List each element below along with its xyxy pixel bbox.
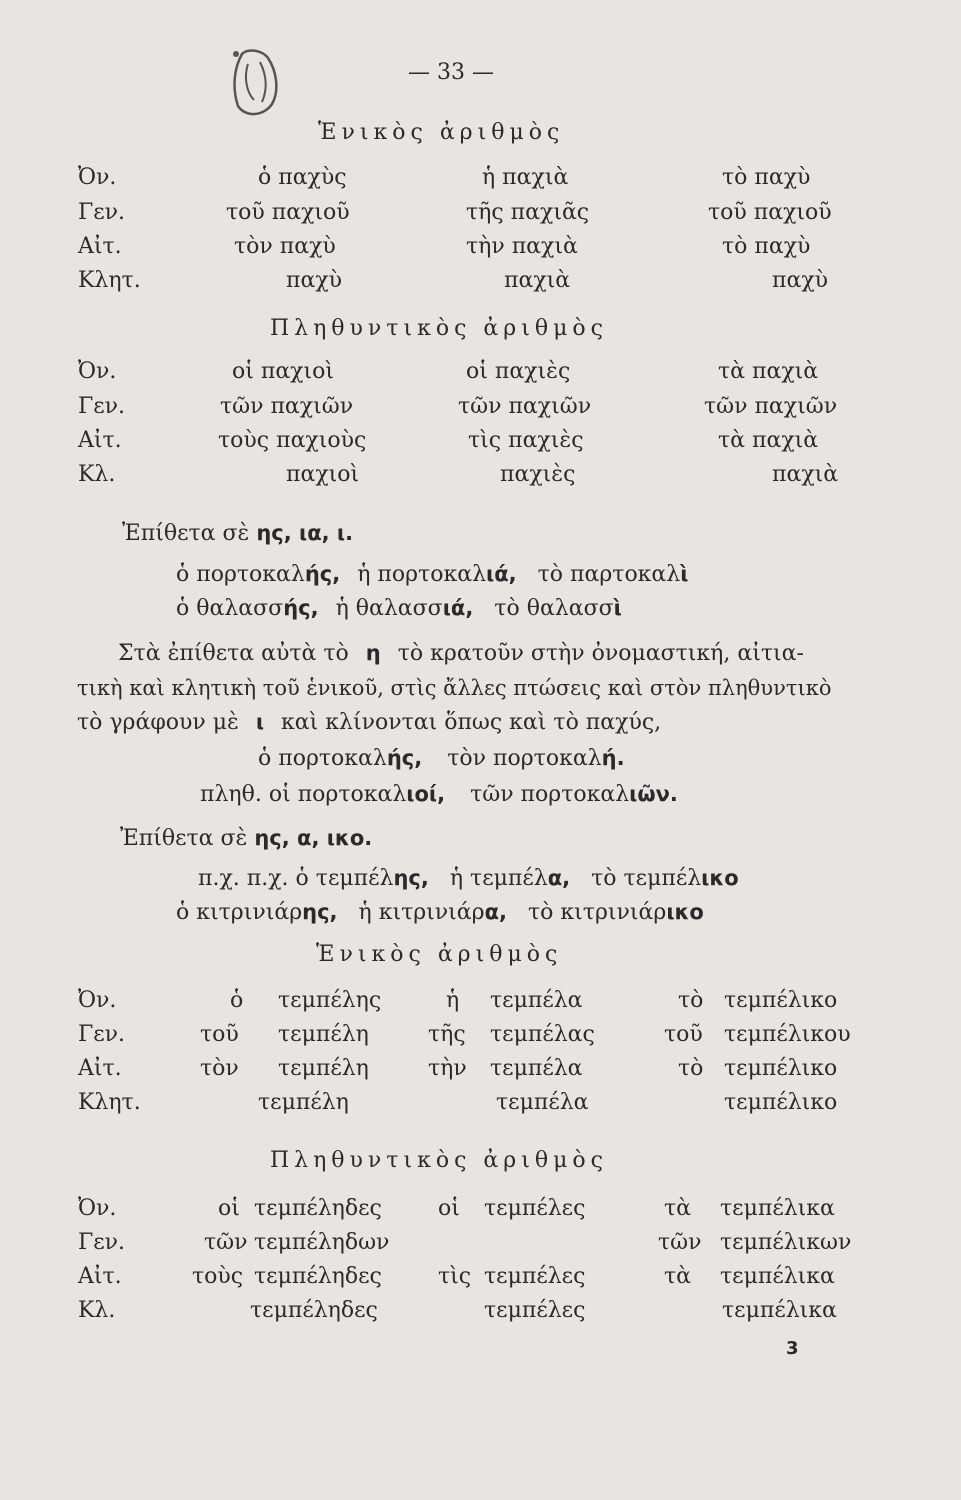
fem-form: τὶς παχιὲς (468, 428, 584, 453)
case-label: Γεν. (78, 394, 126, 419)
example-line: ὁ κιτρινιάρης, ἡ κιτρινιάρα, τὸ κιτρινιάρικο (176, 900, 704, 925)
neut-article: τοῦ (664, 1022, 703, 1047)
neut-article: τὰ (664, 1196, 692, 1221)
masc-article: τοῦ (200, 1022, 239, 1047)
table1-heading: Ἑνικὸς ἀριθμὸς (318, 120, 565, 145)
masc-article: τὸν (200, 1056, 239, 1081)
fem-article: οἱ (438, 1196, 460, 1221)
fem-form: τεμπέλες (484, 1298, 586, 1323)
masc-form: τοὺς παχιοὺς (218, 428, 367, 453)
fem-article: τὶς (438, 1264, 472, 1289)
paragraph-line: Στὰ ἐπίθετα αὐτὰ τὸ η τὸ κρατοῦν στὴν ὀνομαστική, αἰτια- (118, 641, 804, 666)
fem-form: τεμπέλας (490, 1022, 595, 1047)
table3-heading: Ἑνικὸς ἀριθμὸς (316, 942, 563, 967)
case-label: Αἰτ. (78, 1056, 122, 1081)
neut-form: τοῦ παχιοῦ (708, 200, 832, 225)
paragraph-line: τικὴ καὶ κλητικὴ τοῦ ἑνικοῦ, στὶς ἄλλες πτώσεις καὶ στὸν πληθυντικὸ (77, 676, 832, 700)
case-label: Αἰτ. (78, 428, 122, 453)
neut-form: τεμπέλικου (724, 1022, 851, 1047)
masc-form: ὁ παχὺς (258, 165, 347, 190)
case-label: Γεν. (78, 1022, 126, 1047)
section2-title: Ἐπίθετα σὲ ης, α, ικο. (120, 826, 373, 851)
neut-form: τὸ παχὺ (722, 234, 811, 259)
neut-form: τῶν παχιῶν (704, 394, 838, 419)
masc-form: οἱ παχιοὶ (232, 359, 335, 384)
fem-article: τῆς (428, 1022, 466, 1047)
ending-highlight: ης, α, ικο. (254, 826, 373, 850)
case-label: Ὀν. (78, 359, 117, 384)
example-line: π.χ. π.χ. ὁ τεμπέλης, ἡ τεμπέλα, τὸ τεμπέλικο (198, 866, 739, 891)
case-label: Αἰτ. (78, 1264, 122, 1289)
fem-form: τῆς παχιᾶς (466, 200, 590, 225)
masc-form: τὸν παχὺ (234, 234, 336, 259)
fem-article: ἡ (446, 988, 460, 1013)
fem-form: τεμπέλες (484, 1196, 586, 1221)
example-line: πληθ. οἱ πορτοκαλιοί, τῶν πορτοκαλιῶν. (200, 782, 678, 807)
neut-form: τὰ παχιὰ (718, 359, 819, 384)
masc-form: τεμπέληδες (250, 1298, 378, 1323)
neut-article: τῶν (658, 1230, 702, 1255)
masc-form: τοῦ παχιοῦ (226, 200, 350, 225)
neut-form: τεμπέλικο (724, 1056, 838, 1081)
neut-form: τὰ παχιὰ (718, 428, 819, 453)
masc-form: τεμπέληδες (254, 1196, 382, 1221)
case-label: Γεν. (78, 1230, 126, 1255)
fem-form: οἱ παχιὲς (466, 359, 571, 384)
masc-article: τῶν (204, 1230, 248, 1255)
masc-form: τῶν παχιῶν (220, 394, 354, 419)
neut-form: τεμπέλικο (724, 988, 838, 1013)
fem-form: τεμπέλες (484, 1264, 586, 1289)
case-label: Ὀν. (78, 165, 117, 190)
neut-form: τεμπέλικα (722, 1298, 837, 1323)
section1-title: Ἐπίθετα σὲ ης, ια, ι. (122, 521, 354, 546)
masc-form: τεμπέλη (258, 1090, 349, 1115)
fem-article: τὴν (428, 1056, 467, 1081)
case-label: Γεν. (78, 200, 126, 225)
masc-article: τοὺς (192, 1264, 244, 1289)
masc-form: τεμπέληδων (254, 1230, 390, 1255)
neut-form: τὸ παχὺ (722, 165, 811, 190)
ending-highlight: ης, ια, ι. (256, 521, 354, 545)
case-label: Ὀν. (78, 988, 117, 1013)
neut-form: τεμπέλικων (720, 1230, 852, 1255)
neut-article: τὸ (678, 988, 704, 1013)
case-label: Αἰτ. (78, 234, 122, 259)
neut-form: τεμπέλικα (720, 1264, 835, 1289)
neut-article: τὸ (678, 1056, 704, 1081)
masc-form: τεμπέλης (278, 988, 382, 1013)
masc-article: ὁ (230, 988, 244, 1013)
neut-form: τεμπέλικα (720, 1196, 835, 1221)
masc-form: παχιοὶ (286, 462, 360, 487)
masc-form: τεμπέλη (278, 1022, 369, 1047)
neut-article: τὰ (664, 1264, 692, 1289)
case-label: Κλ. (78, 1298, 116, 1323)
library-stamp-icon (228, 48, 290, 118)
fem-form: τεμπέλα (490, 988, 583, 1013)
example-line: ὁ πορτοκαλής, τὸν πορτοκαλή. (258, 746, 625, 771)
case-label: Κλ. (78, 462, 116, 487)
neut-form: παχὺ (772, 268, 829, 293)
paragraph-line: τὸ γράφουν μὲ ι καὶ κλίνονται ὅπως καὶ τὸ παχύς, (77, 710, 662, 735)
neut-form: τεμπέλικο (724, 1090, 838, 1115)
example-line: ὁ θαλασσής, ἡ θαλασσιά, τὸ θαλασσὶ (176, 596, 622, 621)
case-label: Ὀν. (78, 1196, 117, 1221)
example-line: ὁ πορτοκαλής, ἡ πορτοκαλιά, τὸ παρτοκαλὶ (176, 562, 689, 587)
signature-number: 3 (786, 1338, 799, 1359)
masc-article: οἱ (218, 1196, 240, 1221)
table4-heading: Πληθυντικὸς ἀριθμὸς (270, 1148, 608, 1173)
table2-heading: Πληθυντικὸς ἀριθμὸς (270, 316, 608, 341)
fem-form: παχιὰ (504, 268, 571, 293)
fem-form: τεμπέλα (496, 1090, 589, 1115)
case-label: Κλητ. (78, 268, 141, 293)
masc-form: τεμπέληδες (254, 1264, 382, 1289)
fem-form: τῶν παχιῶν (458, 394, 592, 419)
fem-form: τὴν παχιὰ (466, 234, 578, 259)
fem-form: τεμπέλα (490, 1056, 583, 1081)
fem-form: ἡ παχιὰ (482, 165, 569, 190)
page-number: — 33 — (408, 60, 494, 85)
case-label: Κλητ. (78, 1090, 141, 1115)
neut-form: παχιὰ (772, 462, 839, 487)
masc-form: τεμπέλη (278, 1056, 369, 1081)
fem-form: παχιὲς (500, 462, 576, 487)
masc-form: παχὺ (286, 268, 343, 293)
